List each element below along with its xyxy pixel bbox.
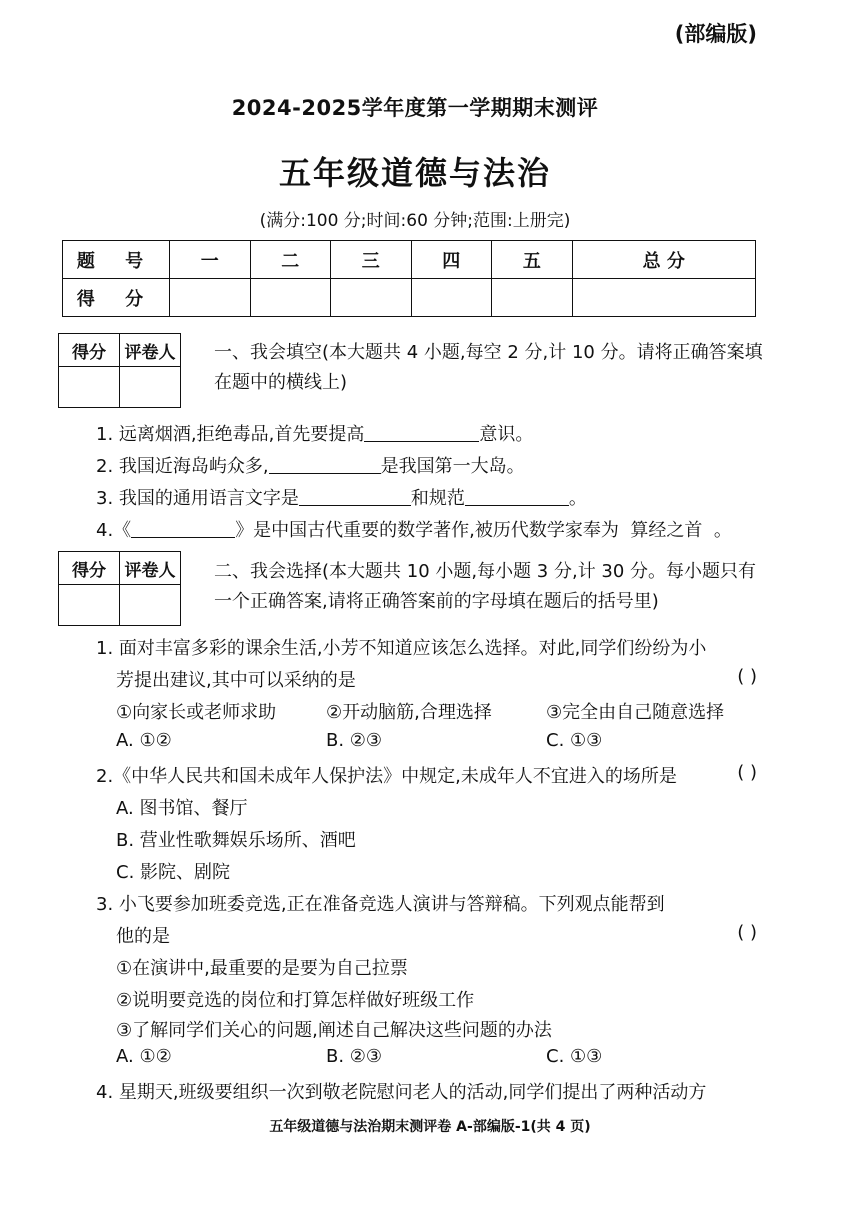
s1-question-3 (96, 484, 587, 510)
s1-q2-tail: 是我国第一大岛。 (380, 456, 525, 477)
s2-q2-option-a: A. 图书馆、餐厅 (116, 798, 248, 819)
s2-q3-option-c: C. ①③ (546, 1046, 603, 1067)
score-row-label: 得 分 (63, 279, 170, 317)
s2-q3-option-a: A. ①② (116, 1046, 172, 1067)
s1-q1-text: 1. 远离烟酒,拒绝毒品,首先要提高 (96, 424, 365, 445)
s1-q1-tail: 意识。 (479, 424, 534, 445)
s1-q4-text: 4.《 (96, 520, 132, 541)
s2-q3-line2: 他的是 (116, 926, 170, 947)
s1-q4-mid: 》是中国古代重要的数学著作,被历代数学家奉为 (235, 520, 619, 541)
answer-parentheses: ( ) (737, 922, 757, 943)
s2-q3-item-2: ②说明要竞选的岗位和打算怎样做好班级工作 (116, 990, 475, 1011)
s2-q1-option-a: A. ①② (116, 730, 172, 751)
s2-q4-line1: 4. 星期天,班级要组织一次到敬老院慰问老人的活动,同学们提出了两种活动方 (96, 1082, 707, 1103)
section1-heading: 一、我会填空(本大题共 4 小题,每空 2 分,计 10 分。请将正确答案填在题中的横线上) (214, 342, 763, 393)
s2-q1-line1: 1. 面对丰富多彩的课余生活,小芳不知道应该怎么选择。对此,同学们纷纷为小 (96, 638, 707, 659)
s2-q2-line1: 2.《中华人民共和国未成年人保护法》中规定,未成年人不宜进入的场所是 (96, 766, 677, 787)
s2-q1-option-c: C. ①③ (546, 730, 603, 751)
answer-blank (465, 485, 569, 506)
answer-parentheses: ( ) (737, 666, 757, 687)
grader-name-cell (120, 367, 181, 408)
score-cell (411, 279, 492, 317)
s1-q4-phrase: 算经之首 (630, 520, 703, 541)
s1-q3-text: 3. 我国的通用语言文字是 (96, 488, 299, 509)
edition-label: (部编版) (674, 22, 757, 46)
score-table-col: 总 分 (572, 241, 755, 279)
grader-name-label: 评卷人 (120, 334, 181, 367)
s1-q3-tail: 。 (568, 488, 587, 509)
answer-blank (269, 453, 381, 474)
score-table-col: 一 (170, 241, 251, 279)
answer-blank (364, 421, 479, 442)
s2-q1-item-1: ①向家长或老师求助 (116, 702, 277, 723)
s2-q1-item-3: ③完全由自己随意选择 (546, 702, 725, 723)
score-table-col: 三 (331, 241, 412, 279)
s2-q3-line1: 3. 小飞要参加班委竞选,正在准备竞选人演讲与答辩稿。下列观点能帮到 (96, 894, 665, 915)
score-cell (331, 279, 412, 317)
page-footer: 五年级道德与法治期末测评卷 A-部编版-1(共 4 页) (269, 1119, 591, 1135)
subject-title: 五年级道德与法治 (278, 154, 551, 192)
s1-q4-tail: 。 (713, 520, 732, 541)
s1-q3-mid: 和规范 (410, 488, 465, 509)
s2-q3-option-b: B. ②③ (326, 1046, 383, 1067)
grader-score-label: 得分 (59, 334, 120, 367)
score-table-header: 题 号 (63, 241, 170, 279)
s2-q1-option-b: B. ②③ (326, 730, 383, 751)
section2-heading: 二、我会选择(本大题共 10 小题,每小题 3 分,计 30 分。每小题只有一个正确答案,请将正确答案前的字母填在题后的括号里) (214, 561, 757, 612)
grader-score-cell (59, 585, 120, 626)
score-table-col: 五 (492, 241, 573, 279)
answer-parentheses: ( ) (737, 762, 757, 783)
grader-name-cell (120, 585, 181, 626)
s2-q3-item-1: ①在演讲中,最重要的是要为自己拉票 (116, 958, 408, 979)
exam-meta: (满分:100 分;时间:60 分钟;范围:上册完) (259, 211, 571, 231)
grader-score-cell (59, 367, 120, 408)
s1-question-2 (96, 452, 525, 478)
s1-question-4 (96, 516, 732, 542)
grader-box-2 (58, 551, 181, 626)
score-cell (492, 279, 573, 317)
answer-blank (131, 517, 235, 538)
score-cell (250, 279, 331, 317)
score-cell (572, 279, 755, 317)
s2-q3-item-3: ③了解同学们关心的问题,阐述自己解决这些问题的办法 (116, 1020, 552, 1041)
answer-blank (299, 485, 411, 506)
s2-q1-line2: 芳提出建议,其中可以采纳的是 (116, 670, 356, 691)
score-table-col: 四 (411, 241, 492, 279)
score-table (62, 240, 756, 317)
grader-name-label: 评卷人 (120, 552, 181, 585)
s1-question-1 (96, 420, 533, 446)
s1-q2-text: 2. 我国近海岛屿众多, (96, 456, 269, 477)
s2-q2-option-b: B. 营业性歌舞娱乐场所、酒吧 (116, 830, 356, 851)
score-table-col: 二 (250, 241, 331, 279)
exam-title: 2024-2025学年度第一学期期末测评 (231, 96, 599, 120)
s2-q1-item-2: ②开动脑筋,合理选择 (326, 702, 492, 723)
s2-q2-option-c: C. 影院、剧院 (116, 862, 231, 883)
grader-score-label: 得分 (59, 552, 120, 585)
grader-box-1 (58, 333, 181, 408)
score-cell (170, 279, 251, 317)
